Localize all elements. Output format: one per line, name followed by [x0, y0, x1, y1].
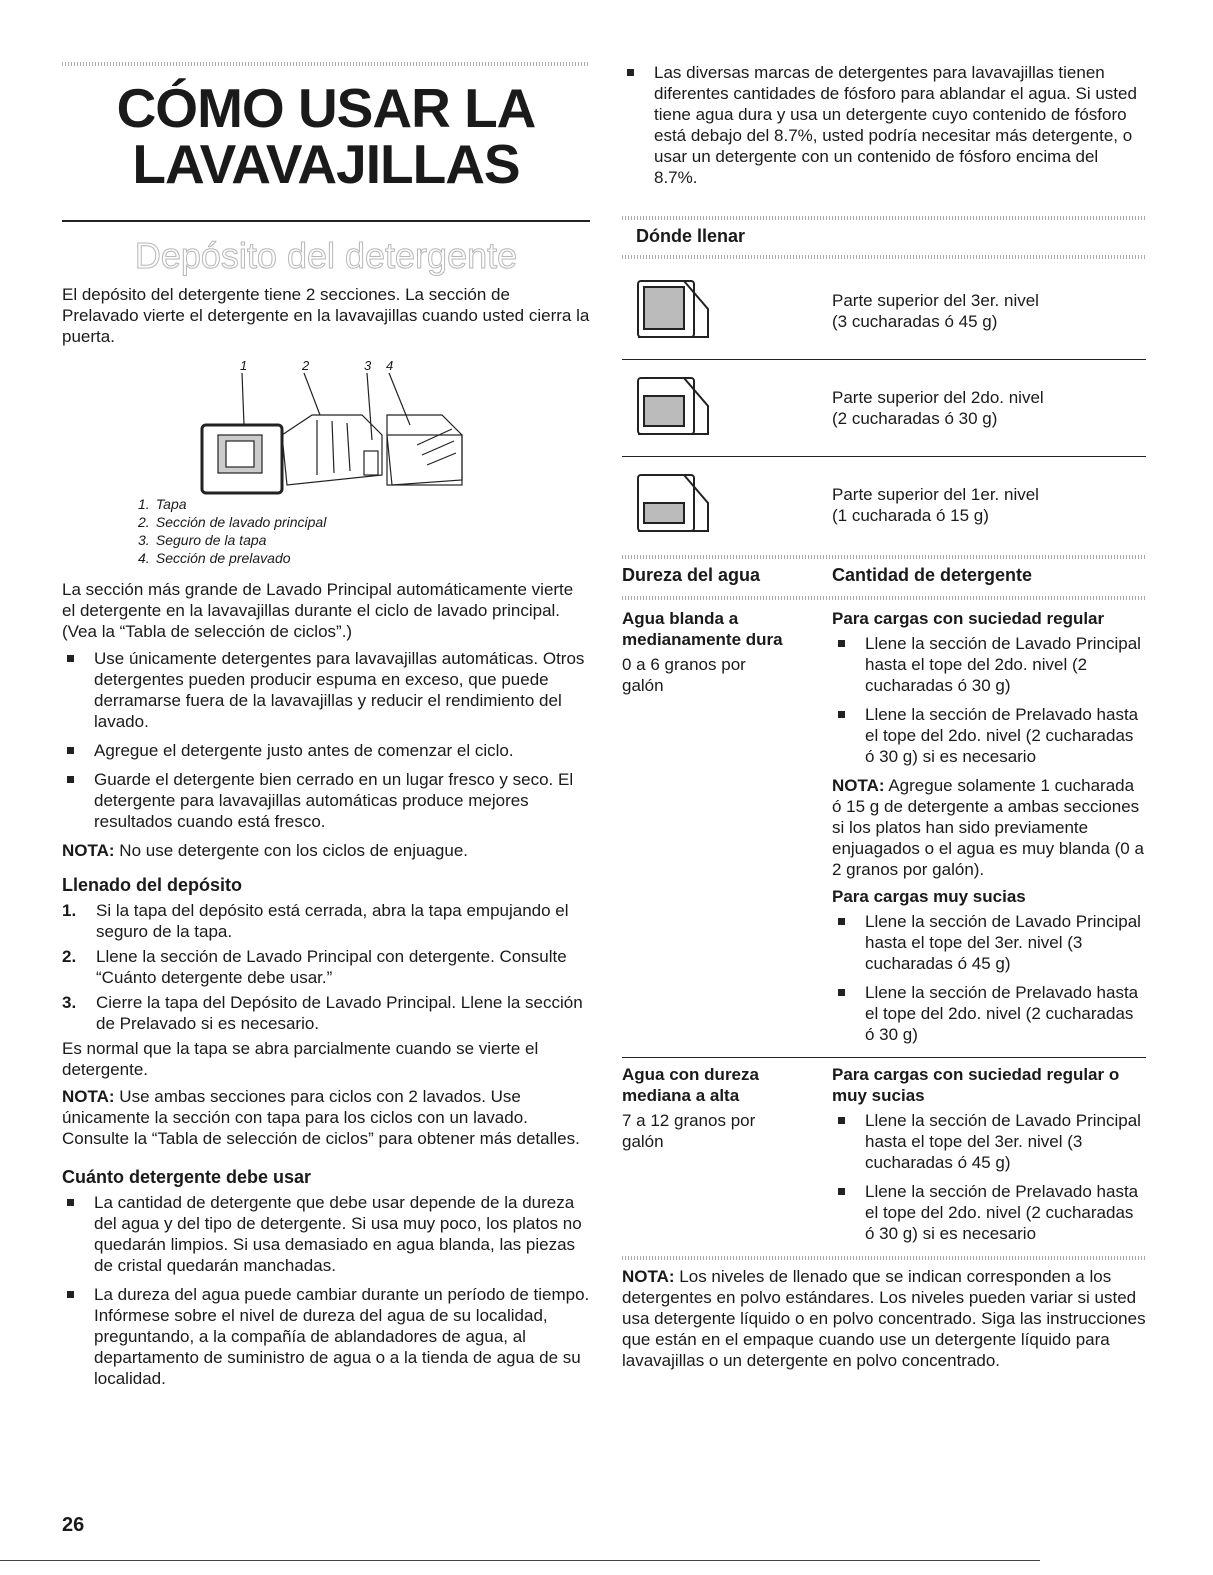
nota-rinse: NOTA: No use detergente con los ciclos de enjuague.	[62, 841, 469, 860]
fill-level-row	[622, 457, 1146, 553]
title-line-2: LAVAVAJILLAS	[132, 133, 520, 195]
bullet-icon	[67, 1291, 74, 1298]
bullet-icon	[838, 1188, 845, 1195]
amount-cell: Para cargas con suciedad regular o muy sucias Llene la sección de Lavado Principal hasta el tope del 3er. nivel (3 cucharadas ó 45 g) Llene la sección de Prelavado hasta el tope del 2do. nivel (2 cucharadas ó 30 g) si es necesario	[832, 1064, 1146, 1252]
dotted-rule	[622, 216, 1146, 220]
bottom-rule	[0, 1560, 1040, 1561]
where-heading: Dónde llenar	[636, 226, 746, 246]
table-header	[622, 559, 1146, 596]
step-item: 3. Cierre la tapa del Depósito de Lavado Principal. Llene la sección de Prelavado si es necesario.	[62, 993, 583, 1033]
fill-heading: Llenado del depósito	[62, 875, 243, 895]
diagram-number: 2	[302, 358, 310, 373]
caption-item: 1. Tapa	[138, 496, 187, 512]
cup-level-3-icon	[622, 275, 822, 348]
fill-level-text: Parte superior del 3er. nivel (3 cucharadas ó 45 g)	[832, 291, 1039, 331]
page-number: 26	[62, 1514, 85, 1536]
right-column	[622, 62, 1146, 1377]
dispenser-drawing	[62, 355, 590, 495]
list-item: La cantidad de detergente que debe usar depende de la dureza del agua y del tipo de detergente. Si usa muy poco, los platos no quedarán limpios. Si usa demasiado en agua blanda, las piezas de cristal quedarán manchadas.	[62, 1192, 590, 1276]
caption-item: 2. Sección de lavado principal	[138, 514, 327, 530]
list-item: Llene la sección de Prelavado hasta el tope del 2do. nivel (2 cucharadas ó 30 g) si es necesario	[832, 1181, 1146, 1244]
normal-paragraph: Es normal que la tapa se abra parcialmente cuando se vierte el detergente.	[62, 1039, 539, 1079]
nota-fill-levels: NOTA: Los niveles de llenado que se indican corresponden a los detergentes en polvo estándares. Los niveles pueden variar si usted usa detergente líquido o en polvo concentrado. Siga las instrucciones que están en el empaque cuando use un detergente líquido para lavavajillas o un detergente en polvo concentrado.	[622, 1267, 1146, 1370]
diagram-number: 3	[364, 358, 372, 373]
dispenser-diagram	[62, 355, 590, 495]
diagram-number: 1	[240, 358, 248, 373]
fill-level-text: Parte superior del 1er. nivel (1 cucharada ó 15 g)	[832, 485, 1039, 525]
bullet-icon	[67, 655, 74, 662]
list-item: Llene la sección de Prelavado hasta el tope del 2do. nivel (2 cucharadas ó 30 g)	[832, 982, 1146, 1045]
main-wash-paragraph: La sección más grande de Lavado Principal automáticamente vierte el detergente en la lavavajillas durante el ciclo de lavado principal. (Vea la “Tabla de selección de ciclos”.)	[62, 580, 574, 641]
list-item: Agregue el detergente justo antes de comenzar el ciclo.	[62, 740, 590, 761]
amount-cell: Para cargas con suciedad regular Llene la sección de Lavado Principal hasta el tope del 2do. nivel (2 cucharadas ó 30 g) Llene la sección de Prelavado hasta el tope del 2do. nivel (2 cucharadas ó 30 g) si es necesario NOTA: Agregue solamente 1 cucharada ó 15 g de detergente a ambas secciones si los platos han sido previamente enjuagados o el agua es muy blanda (0 a 2 granos por galón). Para cargas muy sucias Llene la sección de Lavado Principal hasta el tope del 3er. nivel (3 cucharadas ó 45 g) Llene la sección de Prelavado hasta el tope del 2do. nivel (2 cucharadas ó 30 g)	[832, 608, 1146, 1053]
section-title: Depósito del detergente	[134, 235, 518, 276]
caption-item: 4. Sección de prelavado	[138, 550, 291, 566]
list-item: Use únicamente detergentes para lavavajillas automáticas. Otros detergentes pueden producir espuma en exceso, que puede derramarse fuera de la lavavajillas y reducir el rendimiento del lavado.	[62, 648, 590, 732]
dotted-rule	[622, 596, 1146, 600]
step-item: 1. Si la tapa del depósito está cerrada, abra la tapa empujando el seguro de la tapa.	[62, 901, 569, 941]
list-item: Guarde el detergente bien cerrado en un lugar fresco y seco. El detergente para lavavajillas automáticas produce mejores resultados cuando está fresco.	[62, 769, 590, 832]
hardness-cell: Agua con dureza mediana a alta 7 a 12 granos por galón	[622, 1065, 759, 1151]
nota-two-washes: NOTA: Use ambas secciones para ciclos con 2 lavados. Use únicamente la sección con tapa para los ciclos con un lavado. Consulte la “Tabla de selección de ciclos” para obtener más detalles.	[62, 1087, 580, 1148]
dotted-rule	[622, 255, 1146, 259]
title-rule	[62, 220, 590, 222]
intro-paragraph: El depósito del detergente tiene 2 secciones. La sección de Prelavado vierte el detergente en la lavavajillas cuando usted cierra la puerta.	[62, 285, 590, 346]
table-row	[622, 608, 1146, 1053]
caption-item: 3. Seguro de la tapa	[138, 532, 267, 548]
cup-level-2-icon	[622, 372, 822, 445]
title-line-1: CÓMO USAR LA	[116, 77, 536, 139]
hardness-cell: Agua blanda a medianamente dura 0 a 6 granos por galón	[622, 609, 783, 695]
top-dotted-rule	[62, 62, 590, 66]
fill-level-text: Parte superior del 2do. nivel (2 cucharadas ó 30 g)	[832, 388, 1044, 428]
step-item: 2. Llene la sección de Lavado Principal con detergente. Consulte “Cuánto detergente debe usar.”	[62, 947, 567, 987]
bullet-icon	[838, 640, 845, 647]
list-item: Llene la sección de Lavado Principal hasta el tope del 3er. nivel (3 cucharadas ó 45 g)	[832, 911, 1146, 974]
list-item: Las diversas marcas de detergentes para lavavajillas tienen diferentes cantidades de fósforo para ablandar el agua. Si usted tiene agua dura y usa un detergente cuyo contenido de fósforo está debajo del 8.7%, usted podría necesitar más detergente, o usar un detergente con un contenido de fósforo encima del 8.7%.	[622, 62, 1146, 188]
dotted-rule	[622, 1256, 1146, 1260]
bullet-icon	[838, 989, 845, 996]
list-item: La dureza del agua puede cambiar durante un período de tiempo. Infórmese sobre el nivel de dureza del agua de su localidad, preguntando, a la compañía de ablandadores de agua, al departamento de suministro de agua o a la tienda de agua de su localidad.	[62, 1284, 590, 1389]
bullet-icon	[838, 711, 845, 718]
left-column	[62, 62, 590, 1397]
diagram-number: 4	[386, 358, 394, 373]
table-row	[622, 1064, 1146, 1252]
fill-level-row	[622, 360, 1146, 456]
divider	[622, 1057, 1146, 1058]
bullet-icon	[67, 776, 74, 783]
fill-level-row	[622, 263, 1146, 359]
list-item: Llene la sección de Lavado Principal hasta el tope del 2do. nivel (2 cucharadas ó 30 g)	[832, 633, 1146, 696]
bullet-icon	[67, 747, 74, 754]
header-amount: Cantidad de detergente	[832, 565, 1033, 585]
bullet-icon	[838, 918, 845, 925]
cup-level-1-icon	[622, 469, 822, 542]
how-much-heading: Cuánto detergente debe usar	[62, 1167, 312, 1187]
header-hardness: Dureza del agua	[622, 565, 761, 585]
list-item: Llene la sección de Prelavado hasta el tope del 2do. nivel (2 cucharadas ó 30 g) si es necesario	[832, 704, 1146, 767]
bullet-icon	[627, 69, 634, 76]
page-title	[62, 77, 590, 195]
list-item: Llene la sección de Lavado Principal hasta el tope del 3er. nivel (3 cucharadas ó 45 g)	[832, 1110, 1146, 1173]
diagram-captions	[138, 495, 590, 567]
nota-soft-water: NOTA: Agregue solamente 1 cucharada ó 15 g de detergente a ambas secciones si los platos han sido previamente enjuagados o el agua es muy blanda (0 a 2 granos por galón).	[832, 776, 1144, 879]
bullet-icon	[838, 1117, 845, 1124]
bullet-icon	[67, 1199, 74, 1206]
